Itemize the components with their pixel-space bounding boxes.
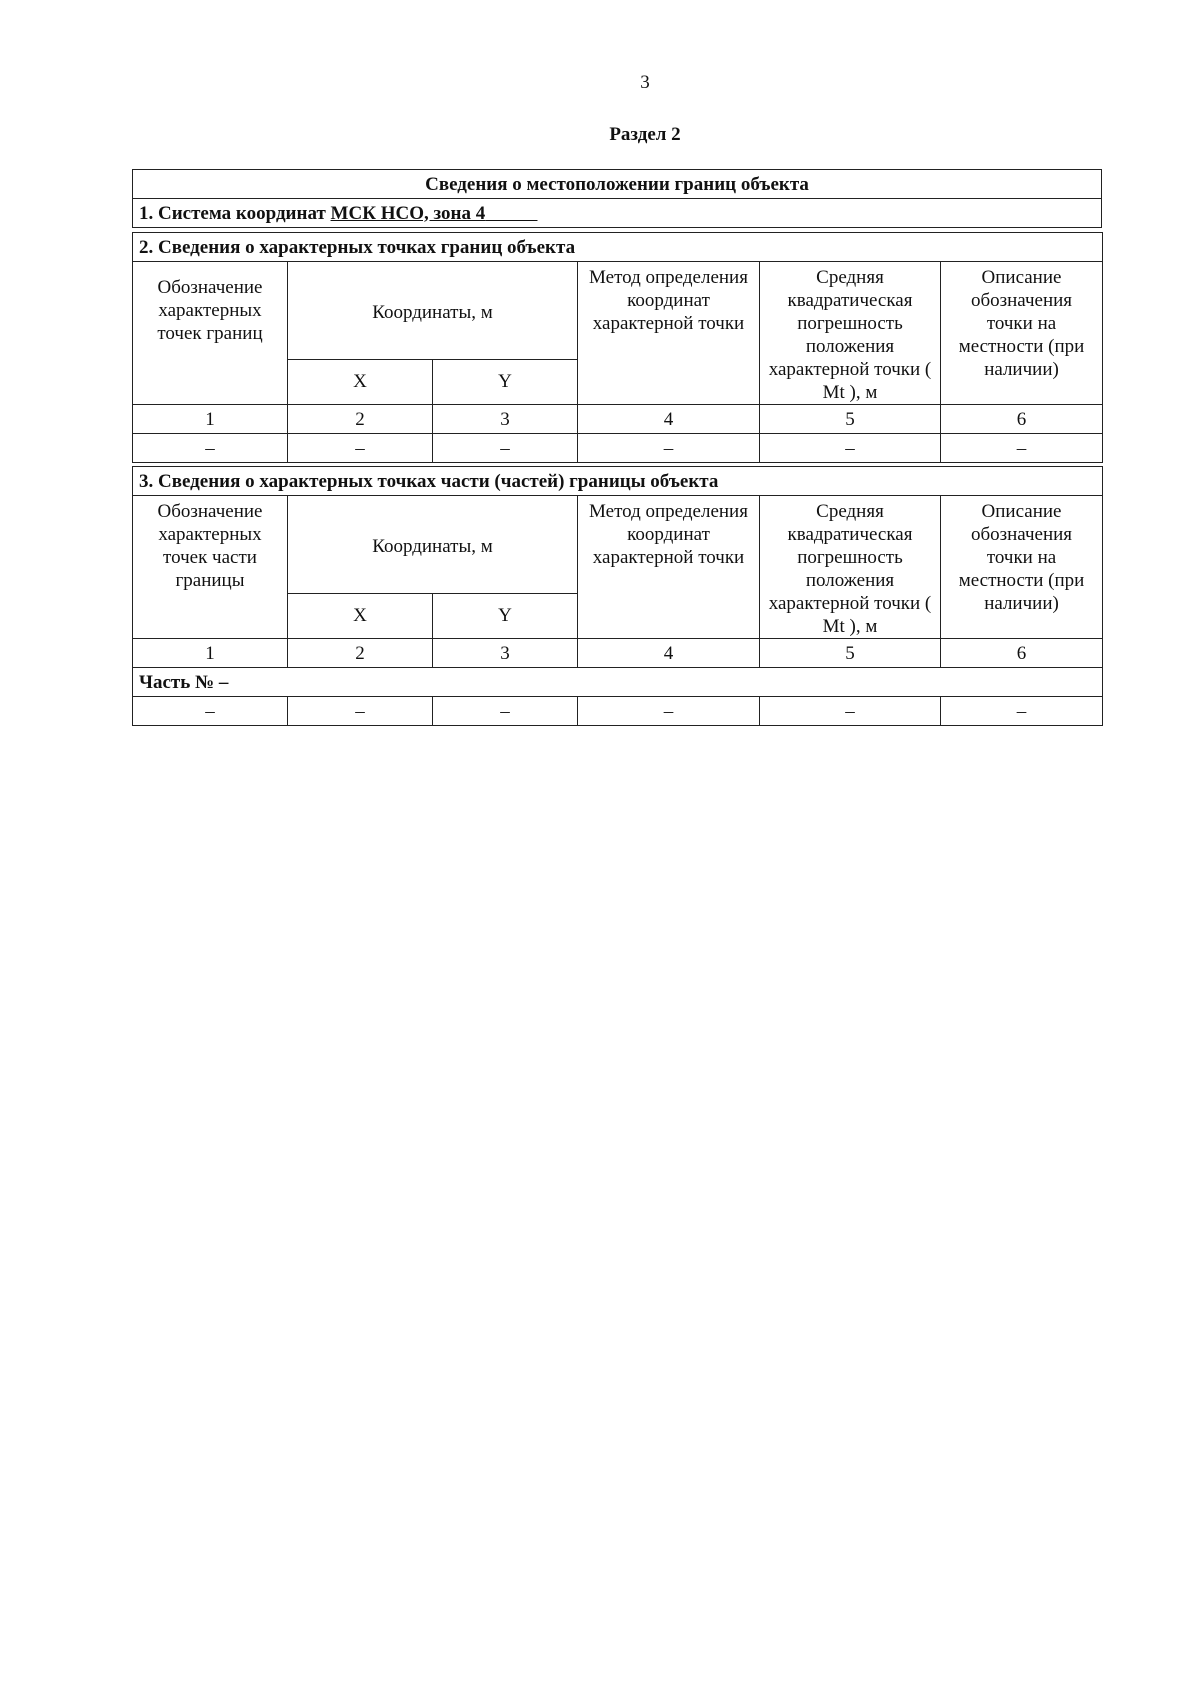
col-number: 1 <box>133 639 288 668</box>
table-cell: – <box>578 697 760 726</box>
part-label: Часть № – <box>133 668 1103 697</box>
table-cell: – <box>578 434 760 463</box>
parts-table-title: 3. Сведения о характерных точках части (частей) границы объекта <box>133 467 1103 496</box>
col-coords-header: Координаты, м <box>288 496 578 594</box>
col-number: 2 <box>288 405 433 434</box>
col-number: 4 <box>578 405 760 434</box>
col-number: 5 <box>760 405 941 434</box>
col-coords-header: Координаты, м <box>288 262 578 360</box>
col-number: 3 <box>433 639 578 668</box>
col-y-header: Y <box>433 359 578 404</box>
part-label-row <box>133 668 1103 697</box>
boundary-points-table <box>132 232 1103 463</box>
boundary-info-header-table <box>132 169 1102 228</box>
section-title: Раздел 2 <box>609 124 681 145</box>
table-cell: – <box>133 434 288 463</box>
col-number: 2 <box>288 639 433 668</box>
col-y-header: Y <box>433 593 578 638</box>
table-cell: – <box>133 697 288 726</box>
part-points-table <box>132 466 1103 726</box>
parts-column-numbers-row <box>133 639 1103 668</box>
col-number: 5 <box>760 639 941 668</box>
col-description-header: Описание обозначения точки на местности (при наличии) <box>941 496 1103 639</box>
col-number: 6 <box>941 639 1103 668</box>
table-cell: – <box>433 434 578 463</box>
col-method-header: Метод определения координат характерной точки <box>578 496 760 639</box>
points-header-row <box>133 262 1103 360</box>
col-x-header: X <box>288 359 433 404</box>
col-designation-header: Обозначение характерных точек границ <box>133 262 288 405</box>
col-x-header: X <box>288 593 433 638</box>
table-cell: – <box>760 697 941 726</box>
table-cell: – <box>433 697 578 726</box>
table-cell: – <box>288 697 433 726</box>
points-table-title-row <box>133 233 1103 262</box>
parts-header-row <box>133 496 1103 594</box>
page-number: 3 <box>640 72 650 93</box>
col-number: 1 <box>133 405 288 434</box>
coord-system-row <box>133 199 1102 228</box>
col-error-header: Средняя квадратическая погрешность положения характерной точки ( Mt ), м <box>760 262 941 405</box>
coord-system-label: 1. Система координат <box>139 202 326 224</box>
parts-table-title-row <box>133 467 1103 496</box>
table-row <box>133 697 1103 726</box>
col-error-header: Средняя квадратическая погрешность положения характерной точки ( Mt ), м <box>760 496 941 639</box>
coord-system-value: МСК НСО, зона 4 <box>330 202 486 224</box>
boundary-info-title: Сведения о местоположении границ объекта <box>133 170 1102 199</box>
points-table-title: 2. Сведения о характерных точках границ объекта <box>133 233 1103 262</box>
coord-system-cell <box>133 199 1102 228</box>
col-number: 4 <box>578 639 760 668</box>
col-description-header: Описание обозначения точки на местности (при наличии) <box>941 262 1103 405</box>
col-designation-header: Обозначение характерных точек части границы <box>133 496 288 639</box>
col-number: 6 <box>941 405 1103 434</box>
table-cell: – <box>760 434 941 463</box>
col-method-header: Метод определения координат характерной точки <box>578 262 760 405</box>
table-row <box>133 434 1103 463</box>
table-cell: – <box>941 697 1103 726</box>
table-cell: – <box>941 434 1103 463</box>
table-cell: – <box>288 434 433 463</box>
points-column-numbers-row <box>133 405 1103 434</box>
col-number: 3 <box>433 405 578 434</box>
header-title-row <box>133 170 1102 199</box>
